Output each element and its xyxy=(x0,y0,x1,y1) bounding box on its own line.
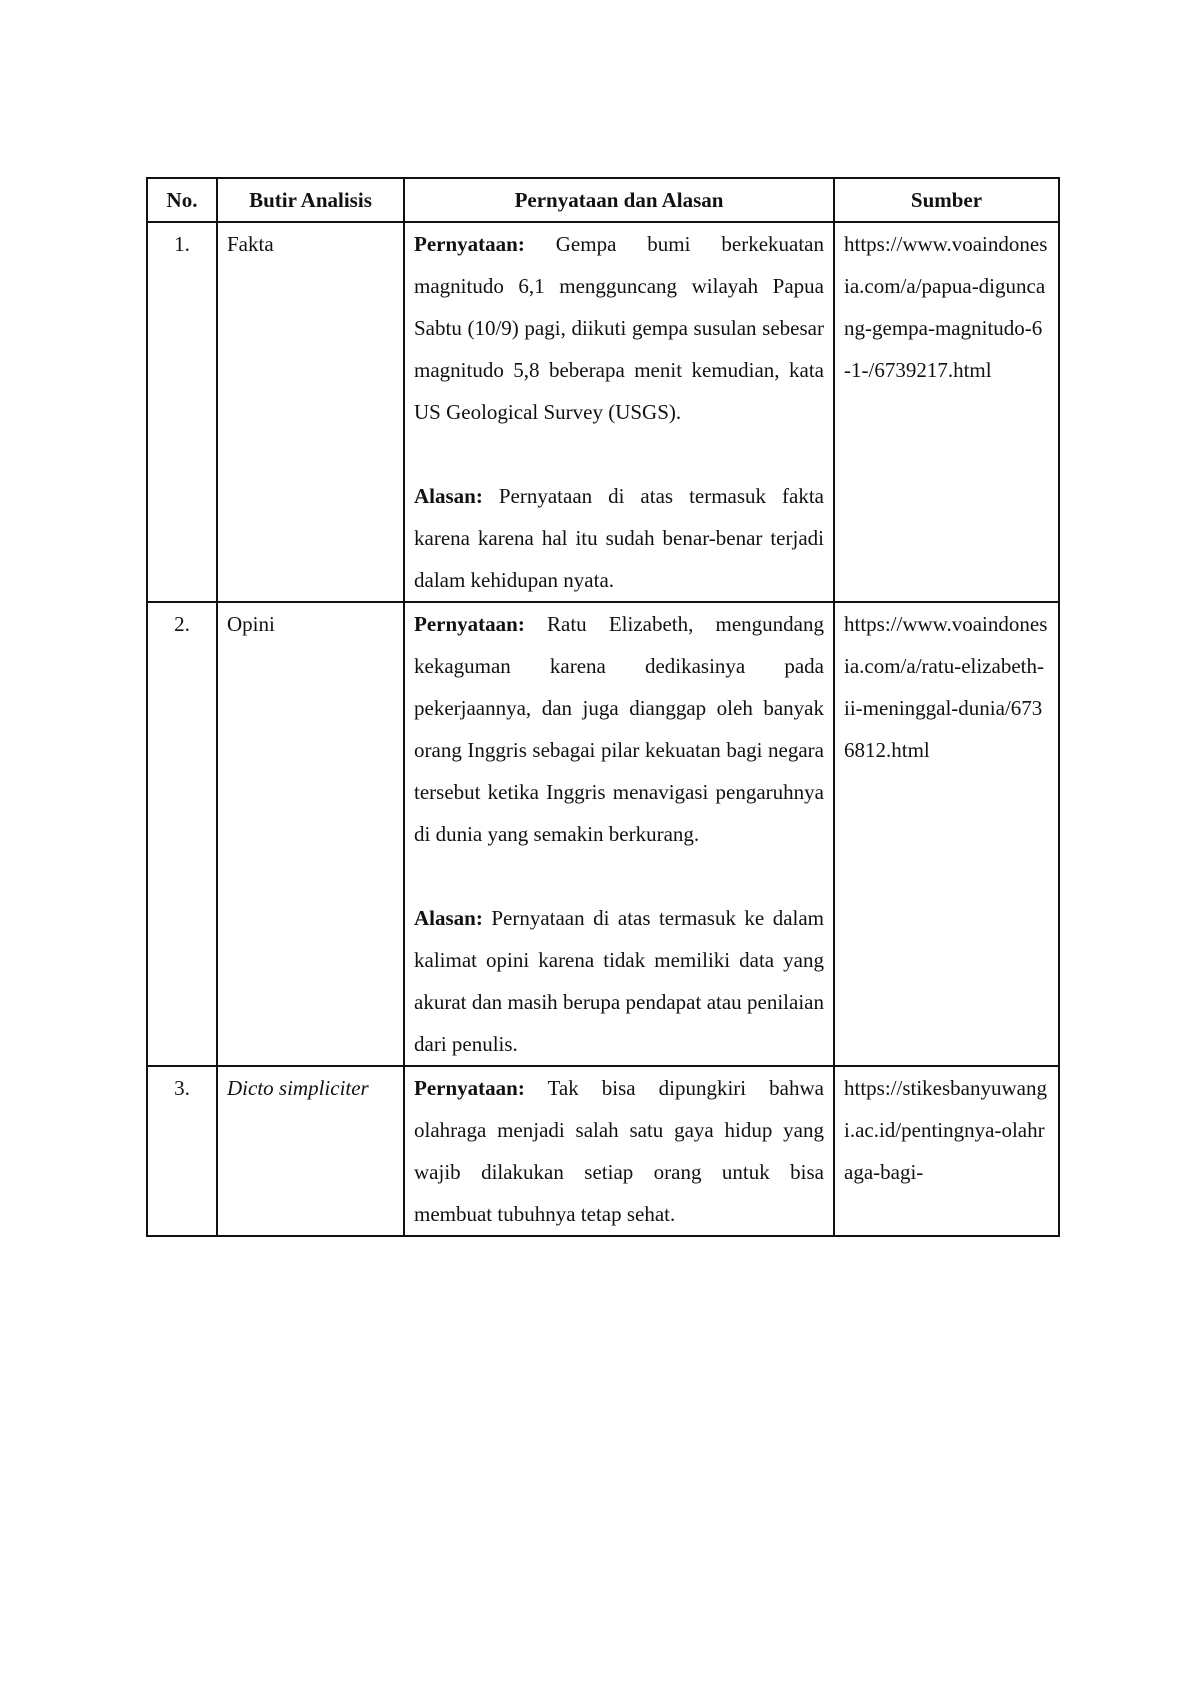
pernyataan-paragraph xyxy=(414,603,824,855)
pernyataan-text: Gempa bumi berkekuatan magnitudo 6,1 mengguncang wilayah Papua Sabtu (10/9) pagi, diikuti gempa susulan sebesar magnitudo 5,8 beberapa menit kemudian, kata US Geological Survey (USGS). xyxy=(414,232,825,424)
pernyataan-alasan-cell xyxy=(404,602,834,1066)
pernyataan-text: Tak bisa dipungkiri bahwa olahraga menjadi salah satu gaya hidup yang wajib dilakukan setiap orang untuk bisa membuat tubuhnya tetap sehat. xyxy=(414,1076,824,1226)
pernyataan-label: Pernyataan: xyxy=(414,1076,525,1100)
table-header-row xyxy=(147,178,1059,222)
sumber-link[interactable]: https://www.voaindonesia.com/a/ratu-elizabeth-ii-meninggal-dunia/6736812.html xyxy=(834,602,1059,1066)
sumber-link[interactable]: https://www.voaindonesia.com/a/papua-diguncang-gempa-magnitudo-6-1-/6739217.html xyxy=(834,222,1059,602)
pernyataan-label: Pernyataan: xyxy=(414,612,525,636)
alasan-paragraph xyxy=(414,897,824,1065)
butir-analisis-cell: Opini xyxy=(217,602,404,1066)
pernyataan-paragraph xyxy=(414,223,824,433)
alasan-text: Pernyataan di atas termasuk fakta karena karena hal itu sudah benar-benar terjadi dalam kehidupan nyata. xyxy=(414,484,824,592)
header-sumber: Sumber xyxy=(834,178,1059,222)
pernyataan-alasan-cell xyxy=(404,1066,834,1236)
row-number: 3. xyxy=(147,1066,217,1236)
pernyataan-text: Ratu Elizabeth, mengundang kekaguman karena dedikasinya pada pekerjaannya, dan juga dianggap oleh banyak orang Inggris sebagai pilar kekuatan bagi negara tersebut ketika Inggris menavigasi pengaruhnya di dunia yang semakin berkurang. xyxy=(414,612,825,846)
header-pernyataan-alasan: Pernyataan dan Alasan xyxy=(404,178,834,222)
row-number: 1. xyxy=(147,222,217,602)
alasan-label: Alasan: xyxy=(414,906,483,930)
butir-analisis-cell: Fakta xyxy=(217,222,404,602)
table-row xyxy=(147,602,1059,1066)
alasan-text: Pernyataan di atas termasuk ke dalam kalimat opini karena tidak memiliki data yang akurat dan masih berupa pendapat atau penilaian dari penulis. xyxy=(414,906,825,1056)
pernyataan-paragraph xyxy=(414,1067,824,1235)
table-row xyxy=(147,222,1059,602)
analysis-table xyxy=(146,177,1060,1237)
alasan-label: Alasan: xyxy=(414,484,483,508)
header-butir-analisis: Butir Analisis xyxy=(217,178,404,222)
alasan-paragraph xyxy=(414,475,824,601)
row-number: 2. xyxy=(147,602,217,1066)
pernyataan-label: Pernyataan: xyxy=(414,232,525,256)
sumber-link[interactable]: https://stikesbanyuwangi.ac.id/pentingnya-olahraga-bagi- xyxy=(834,1066,1059,1236)
header-no: No. xyxy=(147,178,217,222)
pernyataan-alasan-cell xyxy=(404,222,834,602)
table-row xyxy=(147,1066,1059,1236)
butir-analisis-cell: Dicto simpliciter xyxy=(217,1066,404,1236)
